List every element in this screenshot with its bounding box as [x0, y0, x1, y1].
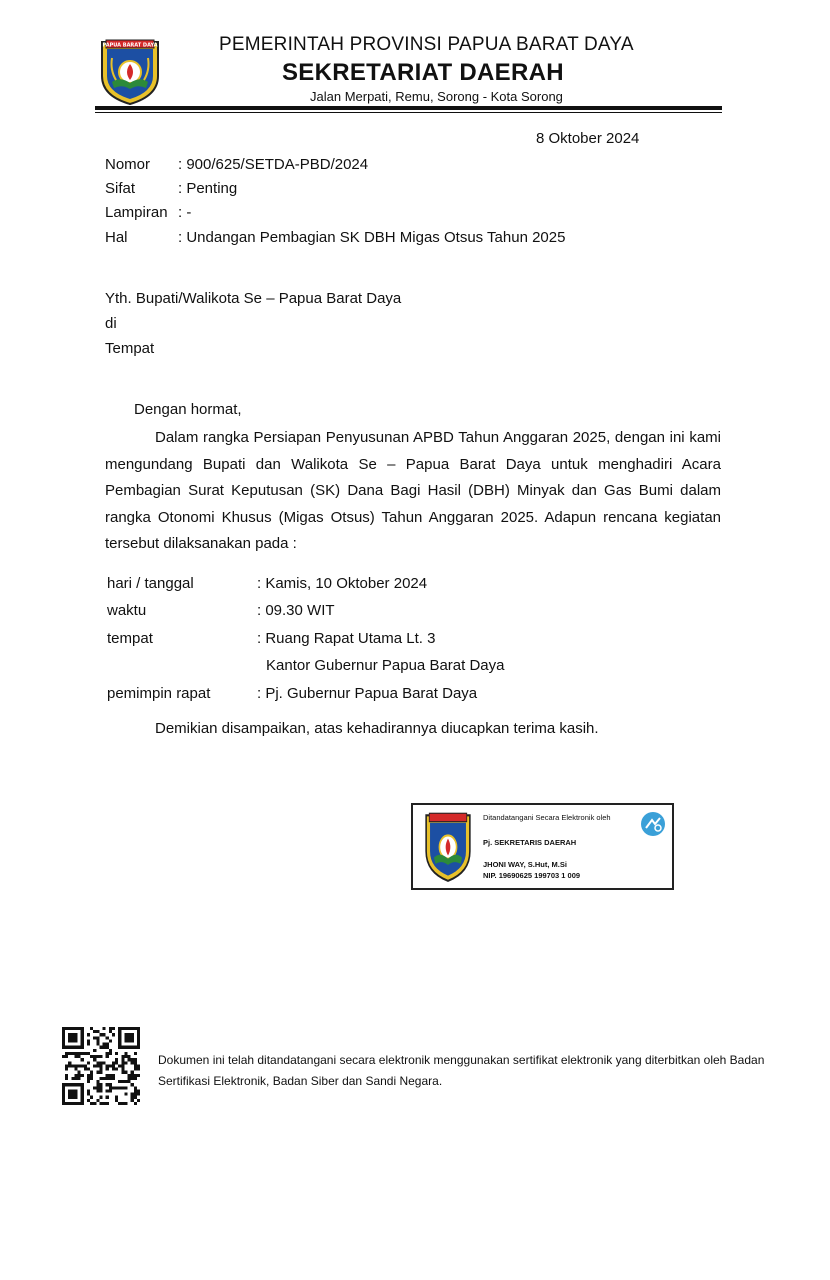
- recipient-line: di: [105, 315, 117, 332]
- qr-code-icon: [62, 1027, 140, 1105]
- schedule-value: : Kamis, 10 Oktober 2024: [257, 575, 428, 592]
- signature-name: JHONI WAY, S.Hut, M.Si: [483, 860, 567, 869]
- signature-position: Pj. SEKRETARIS DAERAH: [483, 838, 577, 847]
- schedule-value: Kantor Gubernur Papua Barat Daya: [266, 657, 505, 674]
- recipient-line: Yth. Bupati/Walikota Se – Papua Barat Daya: [105, 290, 402, 307]
- emblem-icon: [98, 36, 162, 106]
- letter-date: 8 Oktober 2024: [536, 130, 640, 147]
- schedule-value: : Ruang Rapat Utama Lt. 3: [257, 630, 436, 647]
- svg-text:PAPUA BARAT DAYA: PAPUA BARAT DAYA: [102, 42, 158, 49]
- meta-label: Lampiran: [105, 204, 168, 221]
- schedule-value: : 09.30 WIT: [257, 602, 335, 619]
- footer-note: Dokumen ini telah ditandatangani secara elektronik menggunakan sertifikat elektronik yang diterbitkan oleh Badan Sertifikasi Elektronik, Badan Siber dan Sandi Negara.: [158, 1053, 765, 1088]
- schedule-label: waktu: [107, 602, 147, 619]
- letterhead-office: SEKRETARIAT DAERAH: [282, 59, 564, 86]
- letterhead-rule-thick: [95, 106, 722, 110]
- schedule-label: tempat: [107, 630, 153, 647]
- meta-value: : Undangan Pembagian SK DBH Migas Otsus Tahun 2025: [178, 229, 566, 246]
- emblem-icon: [423, 809, 473, 883]
- closing: Demikian disampaikan, atas kehadirannya diucapkan terima kasih.: [155, 720, 599, 737]
- schedule-value: : Pj. Gubernur Papua Barat Daya: [257, 685, 478, 702]
- meta-label: Hal: [105, 229, 128, 246]
- signature-nip: NIP. 19690625 199703 1 009: [483, 871, 581, 880]
- letterhead-government: PEMERINTAH PROVINSI PAPUA BARAT DAYA: [219, 34, 634, 55]
- bsre-seal-icon: [640, 811, 666, 837]
- meta-value: : Penting: [178, 180, 238, 197]
- schedule-label: pemimpin rapat: [107, 685, 211, 702]
- meta-label: Nomor: [105, 156, 151, 173]
- bsre-seal: [640, 811, 666, 837]
- qr-code: [62, 1027, 140, 1105]
- signature-emblem: [423, 809, 473, 883]
- meta-value: : 900/625/SETDA-PBD/2024: [178, 156, 369, 173]
- meta-value: : -: [178, 204, 192, 221]
- letterhead-address: Jalan Merpati, Remu, Sorong - Kota Sorong: [310, 89, 563, 104]
- signature-heading: Ditandatangani Secara Elektronik oleh: [483, 813, 611, 822]
- recipient-line: Tempat: [105, 340, 155, 357]
- letterhead-rule-thin: [95, 112, 722, 113]
- emblem-logo: [98, 36, 162, 106]
- body-paragraph: Dalam rangka Persiapan Penyusunan APBD Tahun Anggaran 2025, dengan ini kami mengundang Bupati dan Walikota Se – Papua Barat Daya untuk menghadiri Acara Pembagian Surat Keputusan (SK) Dana Bagi Hasil (DBH) Minyak dan Gas Bumi dalam rangka Otonomi Khusus (Migas Otsus) Tahun Anggaran 2025. Adapun rencana kegiatan tersebut dilaksanakan pada :: [105, 429, 721, 552]
- e-signature-box: [411, 803, 674, 890]
- meta-label: Sifat: [105, 180, 136, 197]
- schedule-label: hari / tanggal: [107, 575, 194, 592]
- greeting: Dengan hormat,: [134, 401, 242, 418]
